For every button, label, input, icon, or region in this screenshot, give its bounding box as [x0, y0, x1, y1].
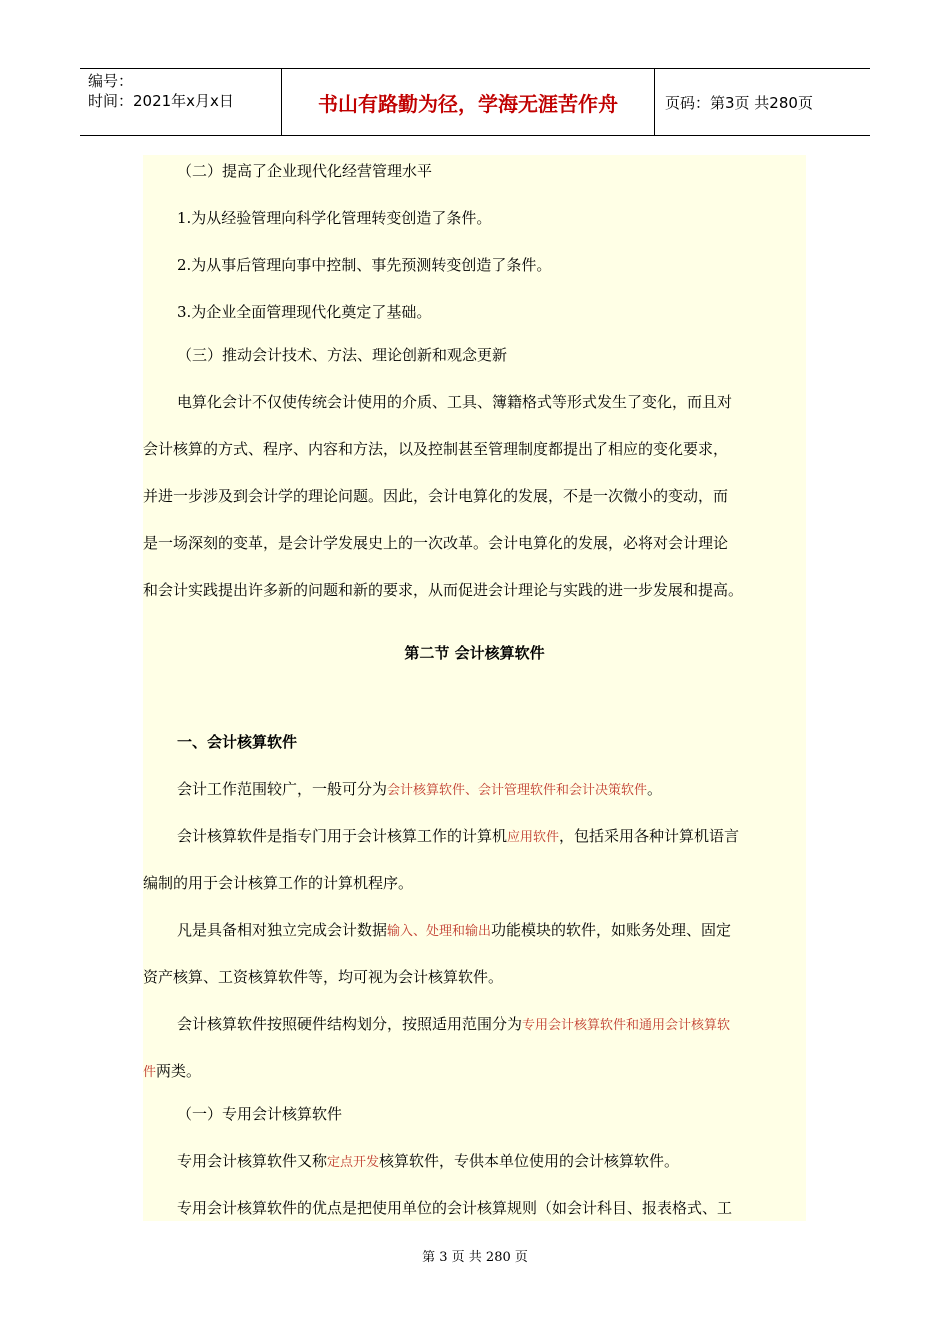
- subsection-title: 一、会计核算软件: [177, 733, 298, 751]
- heading-2-2: （二）提高了企业现代化经营管理水平: [177, 162, 433, 180]
- highlight-text: 应用软件: [507, 830, 560, 845]
- paragraph-line: [143, 778, 806, 802]
- date-label: 时间：2021年x月x日: [88, 92, 234, 110]
- code-label: 编号：: [88, 72, 134, 90]
- text-run: 专用会计核算软件又称: [177, 1152, 328, 1170]
- subsection-title-2: （一）专用会计核算软件: [177, 1105, 343, 1123]
- paragraph-line: 和会计实践提出许多新的问题和新的要求，从而促进会计理论与实践的进一步发展和提高。: [143, 581, 744, 599]
- heading-2-3: （三）推动会计技术、方法、理论创新和观念更新: [177, 346, 508, 364]
- page-footer: 第 3 页 共 280 页: [422, 1250, 528, 1265]
- highlight-text: 专用会计核算软件和通用会计核算软: [522, 1018, 731, 1033]
- page-header: [80, 68, 870, 136]
- paragraph-line: [143, 825, 806, 849]
- section-title: 第二节 会计核算软件: [404, 644, 545, 662]
- list-item-3: 3.为企业全面管理现代化奠定了基础。: [177, 303, 432, 321]
- header-motto: 书山有路勤为径，学海无涯苦作舟: [282, 69, 655, 135]
- highlight-text: 定点开发: [327, 1155, 380, 1170]
- paragraph-line: [143, 1013, 806, 1037]
- list-item-2: 2.为从事后管理向事中控制、事先预测转变创造了条件。: [177, 256, 552, 274]
- paragraph-line: 会计核算的方式、程序、内容和方法，以及控制甚至管理制度都提出了相应的变化要求，: [143, 440, 729, 458]
- paragraph-line: 编制的用于会计核算工作的计算机程序。: [143, 874, 414, 892]
- document-body: [143, 155, 806, 1221]
- paragraph-line: 专用会计核算软件的优点是把使用单位的会计核算规则（如会计科目、报表格式、工: [177, 1199, 733, 1217]
- text-run: 核算软件，专供本单位使用的会计核算软件。: [379, 1152, 680, 1170]
- text-run: 功能模块的软件，如账务处理、固定: [491, 921, 732, 939]
- header-meta: [80, 69, 282, 135]
- paragraph-line: 是一场深刻的变革，是会计学发展史上的一次改革。会计电算化的发展，必将对会计理论: [143, 534, 729, 552]
- header-page-info: 页码：第3页 共280页: [665, 93, 813, 112]
- text-run: 凡是具备相对独立完成会计数据: [177, 921, 388, 939]
- paragraph-line: 并进一步涉及到会计学的理论问题。因此，会计电算化的发展，不是一次微小的变动，而: [143, 487, 729, 505]
- text-run: ，包括采用各种计算机语言: [559, 827, 740, 845]
- text-run: 两类。: [156, 1062, 202, 1080]
- text-run: 会计核算软件是指专门用于会计核算工作的计算机: [177, 827, 508, 845]
- text-run: 会计工作范围较广，一般可分为: [177, 780, 388, 798]
- highlight-text: 会计核算软件、会计管理软件和会计决策软件: [387, 783, 648, 798]
- paragraph-line: 电算化会计不仅使传统会计使用的介质、工具、簿籍格式等形式发生了变化，而且对: [177, 393, 733, 411]
- paragraph-line: [143, 1060, 806, 1084]
- text-run: 。: [647, 780, 663, 798]
- paragraph-line: [143, 1150, 806, 1174]
- list-item-1: 1.为从经验管理向科学化管理转变创造了条件。: [177, 209, 492, 227]
- paragraph-line: [143, 919, 806, 943]
- text-run: 会计核算软件按照硬件结构划分，按照适用范围分为: [177, 1015, 523, 1033]
- highlight-text: 输入、处理和输出: [387, 924, 492, 939]
- paragraph-line: 资产核算、工资核算软件等，均可视为会计核算软件。: [143, 968, 504, 986]
- highlight-text: 件: [143, 1065, 157, 1080]
